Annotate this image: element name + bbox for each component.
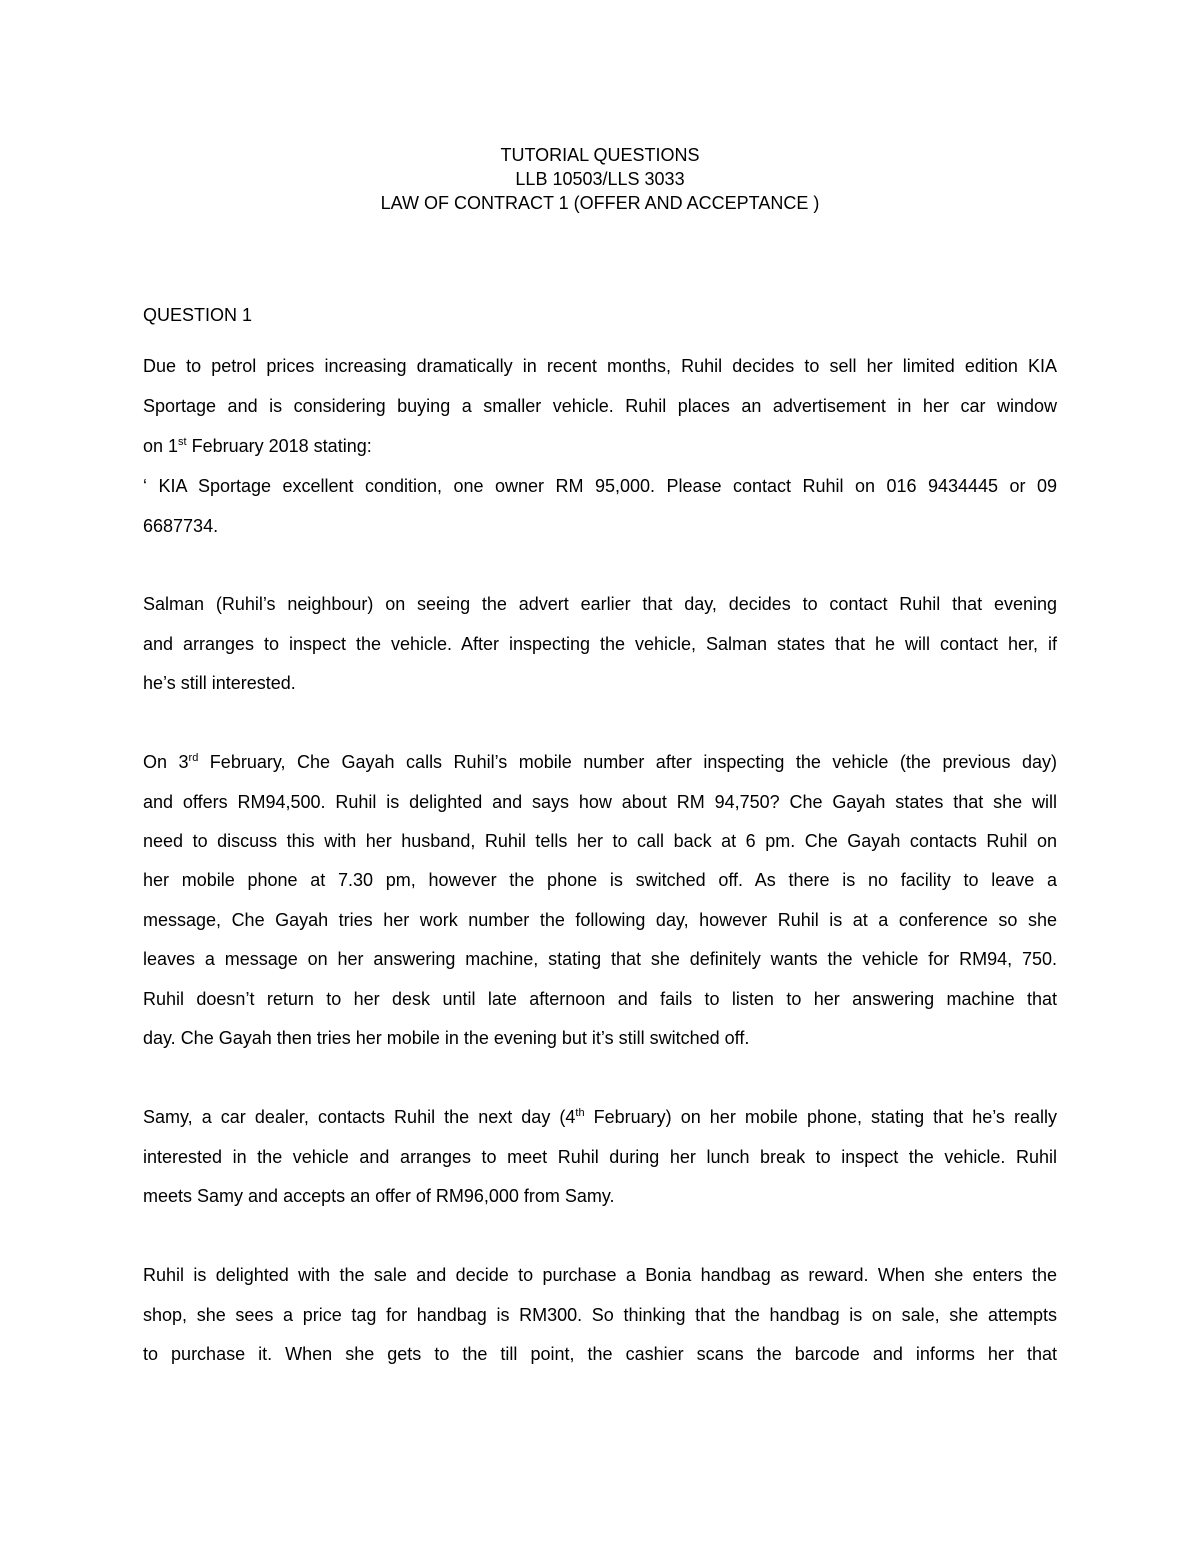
document-title: TUTORIAL QUESTIONS bbox=[500, 145, 700, 165]
line-text: February) on her mobile phone, stating that he’s really bbox=[584, 1107, 1057, 1127]
ordinal-suffix: st bbox=[178, 436, 187, 448]
question-heading: QUESTION 1 bbox=[143, 305, 253, 325]
ordinal-suffix: th bbox=[575, 1107, 585, 1119]
paragraph-line: leaves a message on her answering machine, stating that she definitely wants the vehicle for RM94, 750. bbox=[143, 949, 1057, 969]
paragraph-line: shop, she sees a price tag for handbag is RM300. So thinking that the handbag is on sale, she attempts bbox=[143, 1305, 1057, 1325]
paragraph-line bbox=[143, 433, 1057, 459]
line-text: February, Che Gayah calls Ruhil’s mobile number after inspecting the vehicle (the previous day) bbox=[198, 752, 1057, 772]
paragraph-line: interested in the vehicle and arranges to meet Ruhil during her lunch break to inspect the vehicle. Ruhil bbox=[143, 1147, 1057, 1167]
paragraph-line: 6687734. bbox=[143, 516, 219, 536]
paragraph-line: day. Che Gayah then tries her mobile in the evening but it’s still switched off. bbox=[143, 1028, 750, 1048]
paragraph-line: Ruhil is delighted with the sale and decide to purchase a Bonia handbag as reward. When she enters the bbox=[143, 1265, 1057, 1285]
paragraph-line: and offers RM94,500. Ruhil is delighted and says how about RM 94,750? Che Gayah states that she will bbox=[143, 792, 1057, 812]
paragraph-line: Salman (Ruhil’s neighbour) on seeing the advert earlier that day, decides to contact Ruhil that evening bbox=[143, 594, 1057, 614]
line-text: on 1 bbox=[143, 436, 179, 456]
paragraph-line: Due to petrol prices increasing dramatically in recent months, Ruhil decides to sell her limited edition KIA bbox=[143, 356, 1057, 376]
paragraph-line: message, Che Gayah tries her work number the following day, however Ruhil is at a conference so she bbox=[143, 910, 1057, 930]
paragraph-line: to purchase it. When she gets to the till point, the cashier scans the barcode and informs her that bbox=[143, 1344, 1057, 1364]
line-text: Samy, a car dealer, contacts Ruhil the next day (4 bbox=[143, 1107, 576, 1127]
paragraph-line bbox=[143, 749, 1057, 775]
paragraph-line: need to discuss this with her husband, Ruhil tells her to call back at 6 pm. Che Gayah contacts Ruhil on bbox=[143, 831, 1057, 851]
line-text: On 3 bbox=[143, 752, 189, 772]
paragraph-line: ‘ KIA Sportage excellent condition, one owner RM 95,000. Please contact Ruhil on 016 9434445 or 09 bbox=[143, 476, 1057, 496]
line-text: February 2018 stating: bbox=[186, 436, 372, 456]
paragraph-line: he’s still interested. bbox=[143, 673, 296, 693]
course-code: LLB 10503/LLS 3033 bbox=[515, 169, 685, 189]
paragraph-line: and arranges to inspect the vehicle. After inspecting the vehicle, Salman states that he will contact her, if bbox=[143, 634, 1057, 654]
document-subject: LAW OF CONTRACT 1 (OFFER AND ACCEPTANCE ) bbox=[380, 193, 820, 213]
ordinal-suffix: rd bbox=[188, 752, 199, 764]
paragraph-line: her mobile phone at 7.30 pm, however the phone is switched off. As there is no facility to leave a bbox=[143, 870, 1057, 890]
document-header bbox=[0, 143, 1200, 215]
paragraph-line: meets Samy and accepts an offer of RM96,000 from Samy. bbox=[143, 1186, 615, 1206]
paragraph-line: Ruhil doesn’t return to her desk until late afternoon and fails to listen to her answering machine that bbox=[143, 989, 1057, 1009]
paragraph-line: Sportage and is considering buying a smaller vehicle. Ruhil places an advertisement in her car window bbox=[143, 396, 1057, 416]
paragraph-line bbox=[143, 1104, 1057, 1130]
